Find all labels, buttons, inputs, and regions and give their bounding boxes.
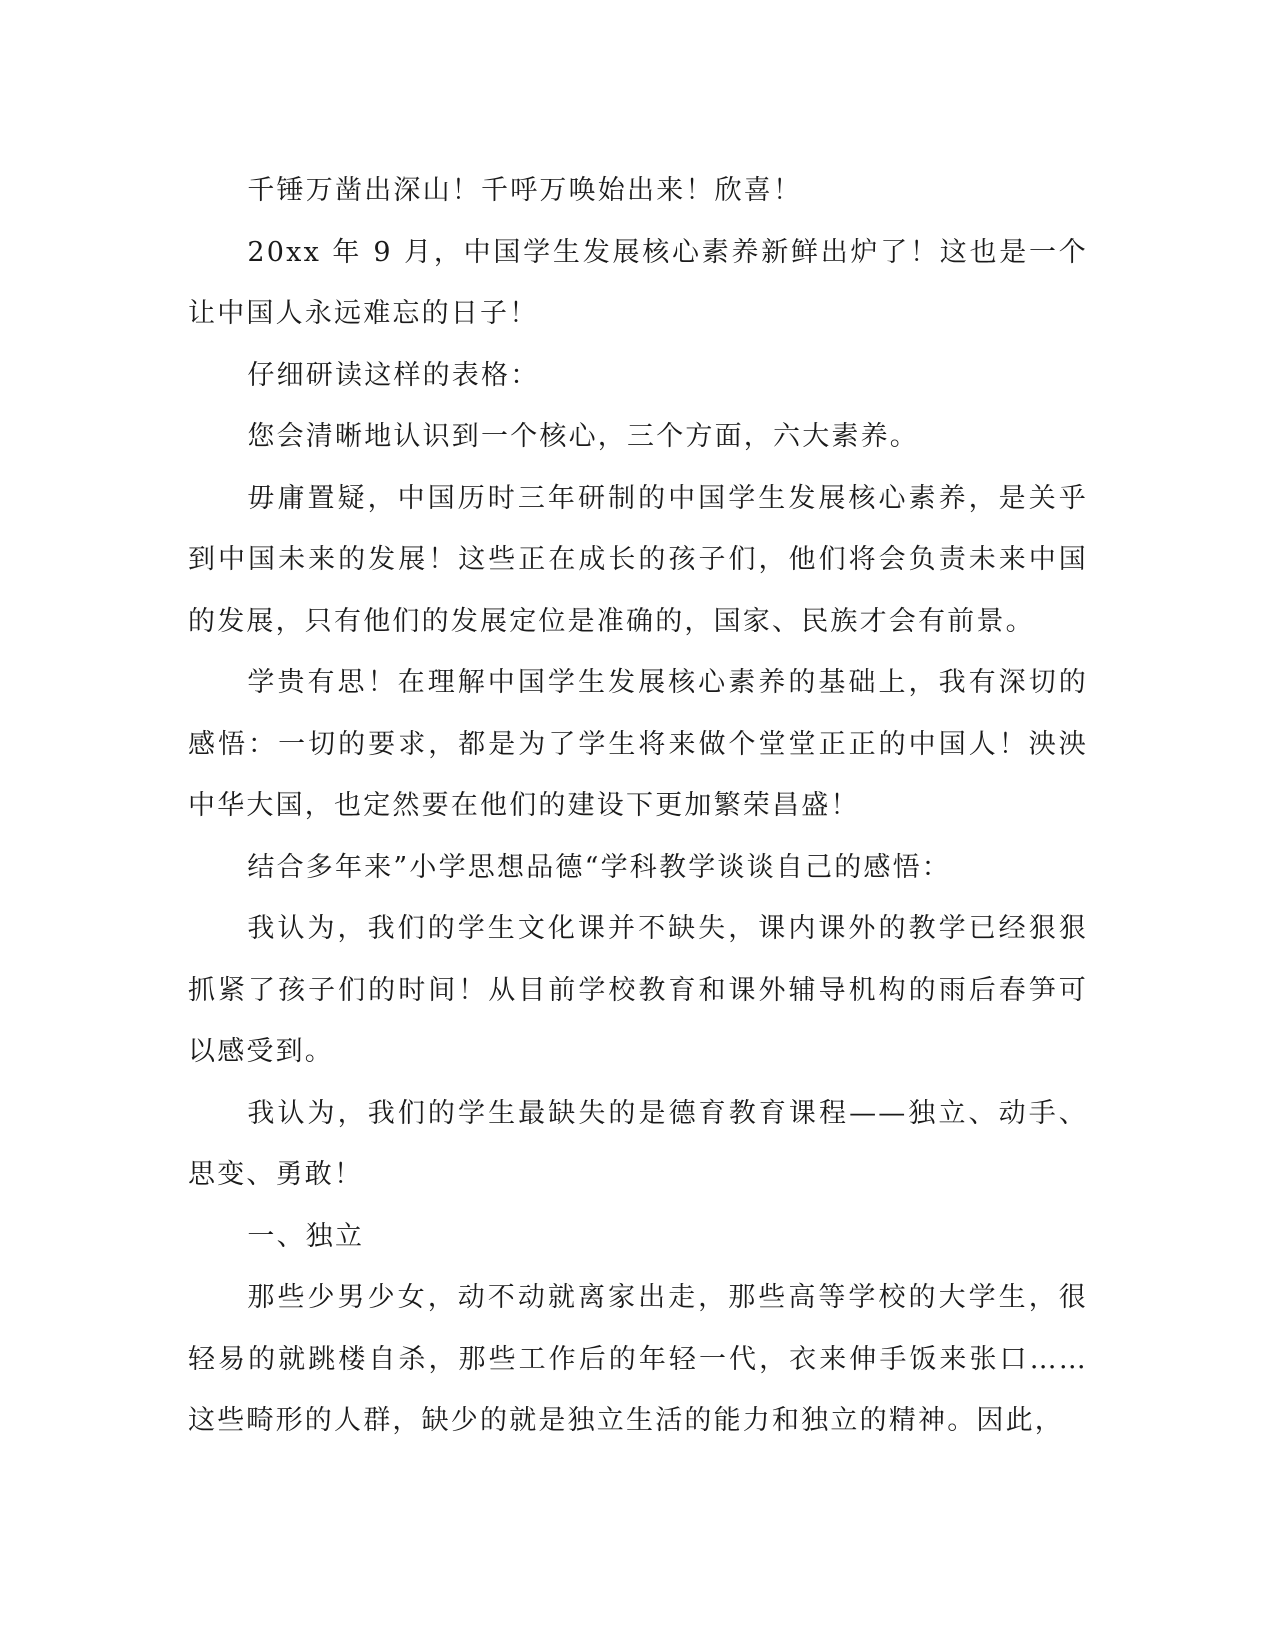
paragraph-1: 千锤万凿出深山！千呼万唤始出来！欣喜！ bbox=[247, 175, 803, 206]
paragraph-5: 毋庸置疑，中国历时三年研制的中国学生发展核心素养，是关乎到中国未来的发展！这些正在成长的孩子们，他们将会负责未来中国的发展，只有他们的发展定位是准确的，国家、民族才会有前景。 bbox=[188, 482, 1088, 637]
section-heading-1: 一、独立 bbox=[247, 1220, 365, 1252]
paragraph-7: 结合多年来”小学思想品德“学科教学谈谈自己的感悟： bbox=[247, 851, 951, 883]
paragraph-4: 您会清晰地认识到一个核心，三个方面，六大素养。 bbox=[247, 421, 919, 452]
paragraph-2: 20xx 年 9 月，中国学生发展核心素养新鲜出炉了！这也是一个让中国人永远难忘的日子！ bbox=[188, 236, 1088, 329]
paragraph-10: 那些少男少女，动不动就离家出走，那些高等学校的大学生，很轻易的就跳楼自杀，那些工作后的年轻一代，衣来伸手饭来张口……这些畸形的人群，缺少的就是独立生活的能力和独立的精神。因此， bbox=[188, 1282, 1088, 1436]
paragraph-3: 仔细研读这样的表格： bbox=[247, 359, 540, 391]
document-body bbox=[188, 160, 1088, 1452]
paragraph-8: 我认为，我们的学生文化课并不缺失，课内课外的教学已经狠狠抓紧了孩子们的时间！从目前学校教育和课外辅导机构的雨后春笋可以感受到。 bbox=[188, 913, 1088, 1067]
paragraph-9: 我认为，我们的学生最缺失的是德育教育课程——独立、动手、思变、勇敢！ bbox=[188, 1097, 1088, 1190]
paragraph-6: 学贵有思！在理解中国学生发展核心素养的基础上，我有深切的感悟：一切的要求，都是为了学生将来做个堂堂正正的中国人！泱泱中华大国，也定然要在他们的建设下更加繁荣昌盛！ bbox=[188, 667, 1088, 821]
